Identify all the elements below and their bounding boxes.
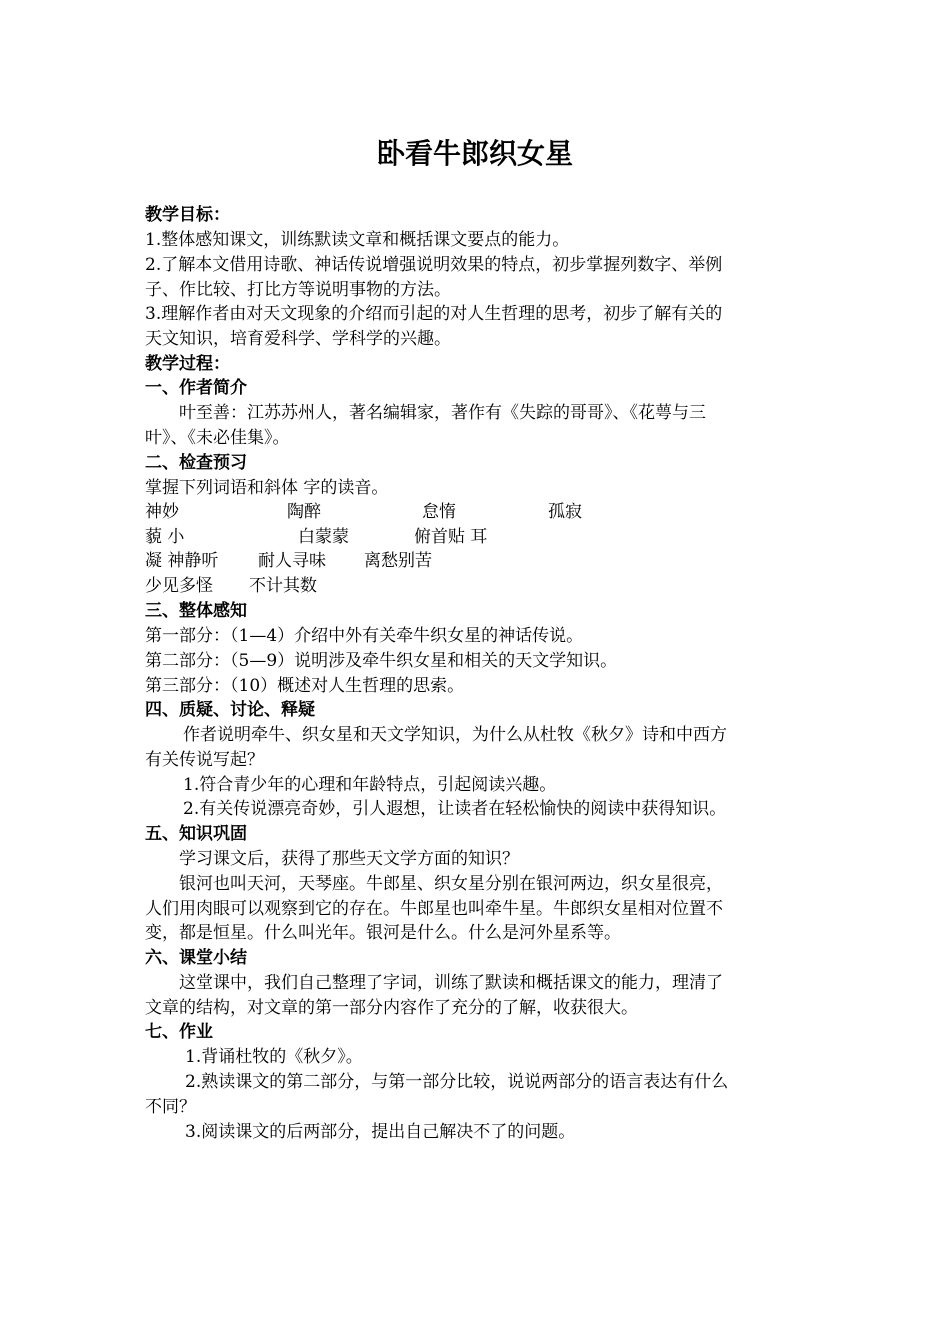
page-title: 卧看牛郎织女星	[376, 137, 573, 170]
section-1-para-line-1: 叶至善：江苏苏州人，著名编辑家，著作有《失踪的哥哥》、《花萼与三	[179, 403, 706, 423]
section-4-question-line-1: 作者说明牵牛、织女星和天文学知识，为什么从杜牧《秋夕》诗和中西方	[183, 725, 727, 745]
section-3-heading: 三、整体感知	[145, 601, 247, 621]
section-4-answer-2: 2.有关传说漂亮奇妙，引人遐想，让读者在轻松愉快的阅读中获得知识。	[183, 799, 727, 819]
vocab-word: 俯首贴 耳	[414, 527, 488, 547]
section-6-para-line-1: 这堂课中，我们自己整理了字词，训练了默读和概括课文的能力，理清了	[179, 973, 723, 993]
vocab-word: 怠惰	[422, 502, 456, 522]
vocab-word: 神妙	[145, 502, 179, 522]
goal-2-line-2: 子、作比较、打比方等说明事物的方法。	[145, 280, 451, 300]
section-5-para-line-2: 人们用肉眼可以观察到它的存在。牛郎星也叫牵牛星。牛郎织女星相对位置不	[145, 899, 723, 919]
section-2-intro: 掌握下列词语和斜体 字的读音。	[145, 478, 389, 498]
section-5-heading: 五、知识巩固	[145, 824, 247, 844]
section-2-heading: 二、检查预习	[145, 453, 247, 473]
section-6-heading: 六、课堂小结	[145, 948, 247, 968]
section-3-part-1: 第一部分：（1—4）介绍中外有关牵牛织女星的神话传说。	[145, 626, 584, 646]
goal-1: 1.整体感知课文，训练默读文章和概括课文要点的能力。	[145, 230, 570, 250]
homework-2-line-2: 不同？	[145, 1097, 196, 1117]
vocab-word: 孤寂	[548, 502, 582, 522]
vocab-word: 白蒙蒙	[298, 527, 349, 547]
section-7-heading: 七、作业	[145, 1022, 213, 1042]
section-3-part-2: 第二部分：（5—9）说明涉及牵牛织女星和相关的天文学知识。	[145, 651, 618, 671]
section-3-part-3: 第三部分：（10）概述对人生哲理的思索。	[145, 676, 465, 696]
vocab-word: 藐 小	[145, 527, 185, 547]
goal-3-line-2: 天文知识，培育爱科学、学科学的兴趣。	[145, 329, 451, 349]
section-1-para-line-2: 叶》、《未必佳集》。	[145, 428, 290, 448]
homework-2-line-1: 2.熟读课文的第二部分，与第一部分比较，说说两部分的语言表达有什么	[185, 1072, 729, 1092]
homework-3: 3.阅读课文的后两部分，提出自己解决不了的问题。	[185, 1122, 576, 1142]
section-5-question: 学习课文后，获得了那些天文学方面的知识？	[179, 849, 519, 869]
goal-2-line-1: 2.了解本文借用诗歌、神话传说增强说明效果的特点，初步掌握列数字、举例	[145, 255, 723, 275]
process-heading: 教学过程：	[145, 354, 230, 374]
section-4-question-line-2: 有关传说写起？	[145, 750, 264, 770]
vocab-word: 耐人寻味	[258, 551, 326, 571]
goal-3-line-1: 3.理解作者由对天文现象的介绍而引起的对人生哲理的思考，初步了解有关的	[145, 304, 723, 324]
section-4-answer-1: 1.符合青少年的心理和年龄特点，引起阅读兴趣。	[183, 775, 557, 795]
homework-1: 1.背诵杜牧的《秋夕》。	[185, 1047, 363, 1067]
goals-heading: 教学目标：	[145, 205, 230, 225]
vocab-word: 凝 神静听	[145, 551, 219, 571]
vocab-word: 不计其数	[249, 576, 317, 596]
section-6-para-line-2: 文章的结构，对文章的第一部分内容作了充分的了解，收获很大。	[145, 998, 638, 1018]
section-1-heading: 一、作者简介	[145, 378, 247, 398]
vocab-word: 少见多怪	[145, 576, 213, 596]
section-5-para-line-3: 变，都是恒星。什么叫光年。银河是什么。什么是河外星系等。	[145, 923, 621, 943]
vocab-word: 陶醉	[287, 502, 321, 522]
vocab-word: 离愁别苦	[364, 551, 432, 571]
section-5-para-line-1: 银河也叫天河，天琴座。牛郎星、织女星分别在银河两边，织女星很亮，	[179, 874, 723, 894]
section-4-heading: 四、质疑、讨论、释疑	[145, 700, 315, 720]
